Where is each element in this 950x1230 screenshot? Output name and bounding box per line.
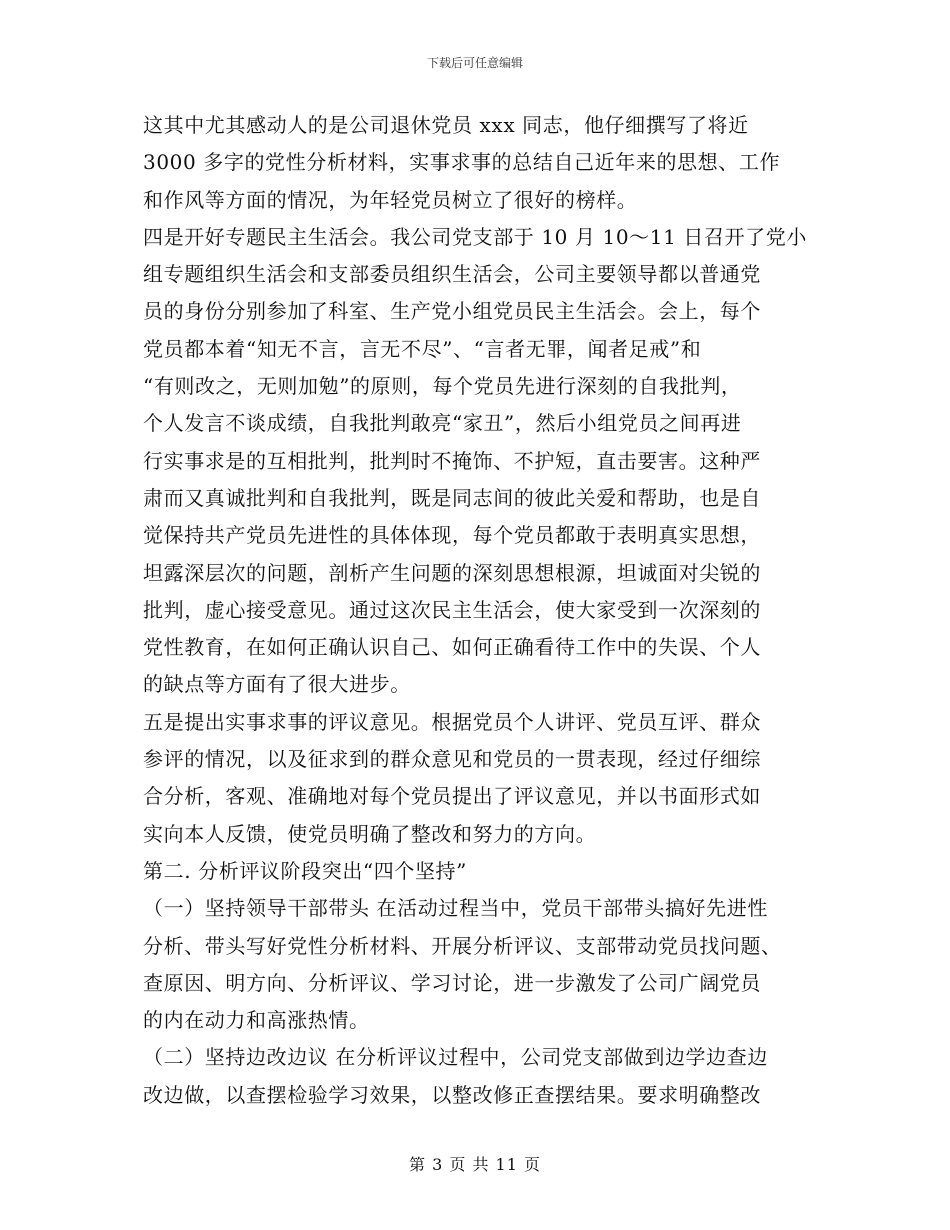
text-line: 个人发言不谈成绩，自我批判敢亮“家丑”，然后小组党员之间再进	[143, 411, 742, 436]
text-line: 四是开好专题民主生活会。我公司党支部于 10 月 10～11 日召开了党小	[143, 224, 807, 249]
text-line: 肃而又真诚批判和自我批判，既是同志间的彼此关爱和帮助，也是自	[143, 485, 761, 510]
text-line: 党性教育，在如何正确认识自己、如何正确看待工作中的失误、个人	[143, 635, 761, 660]
text-line: 和作风等方面的情况，为年轻党员树立了很好的榜样。	[143, 187, 638, 212]
document-body	[143, 107, 823, 1114]
text-line: 参评的情况，以及征求到的群众意见和党员的一贯表现，经过仔细综	[143, 747, 761, 772]
text-line: 批判，虚心接受意见。通过这次民主生活会，使大家受到一次深刻的	[143, 597, 761, 622]
text-line: 的内在动力和高涨热情。	[143, 1008, 370, 1033]
text-line: （二）坚持边改边议 在分析评议过程中，公司党支部做到边学边查边	[143, 1045, 768, 1070]
text-line: 坦露深层次的问题，剖析产生问题的深刻思想根源，坦诚面对尖锐的	[143, 560, 761, 585]
text-line: 行实事求是的互相批判，批判时不掩饰、不护短，直击要害。这种严	[143, 448, 761, 473]
page-header: 下载后可任意编辑	[426, 56, 523, 70]
text-line: “有则改之，无则加勉”的原则，每个党员先进行深刻的自我批判，	[143, 374, 742, 399]
text-line: 员的身份分别参加了科室、生产党小组党员民主生活会。会上，每个	[143, 299, 761, 324]
text-line: （一）坚持领导干部带头 在活动过程当中，党员干部带头搞好先进性	[143, 896, 768, 921]
page-number-footer: 第 3 页 共 11 页	[409, 1155, 541, 1174]
text-line: 党员都本着“知无不言，言无不尽”、“言者无罪，闻者足戒”和	[143, 336, 702, 361]
text-line: 的缺点等方面有了很大进步。	[143, 672, 411, 697]
text-line: 五是提出实事求事的评议意见。根据党员个人讲评、党员互评、群众	[143, 709, 761, 734]
text-line: 查原因、明方向、分析评议、学习讨论，进一步激发了公司广阔党员	[143, 970, 761, 995]
text-line: 觉保持共产党员先进性的具体体现，每个党员都敢于表明真实思想，	[143, 523, 761, 548]
text-line: 分析、带头写好党性分析材料、开展分析评议、支部带动党员找问题、	[143, 933, 782, 958]
text-line: 3000 多字的党性分析材料，实事求事的总结自己近年来的思想、工作	[143, 150, 781, 175]
text-line: 这其中尤其感动人的是公司退休党员 xxx 同志，他仔细撰写了将近	[143, 113, 749, 137]
text-line: 合分析，客观、准确地对每个党员提出了评议意见，并以书面形式如	[143, 784, 761, 809]
section-heading: 第二. 分析评议阶段突出“四个坚持”	[143, 858, 467, 883]
text-line: 实向本人反馈，使党员明确了整改和努力的方向。	[143, 821, 597, 846]
text-line: 组专题组织生活会和支部委员组织生活会，公司主要领导都以普通党	[143, 262, 761, 287]
text-line: 改边做，以查摆检验学习效果，以整改修正查摆结果。要求明确整改	[143, 1082, 761, 1107]
